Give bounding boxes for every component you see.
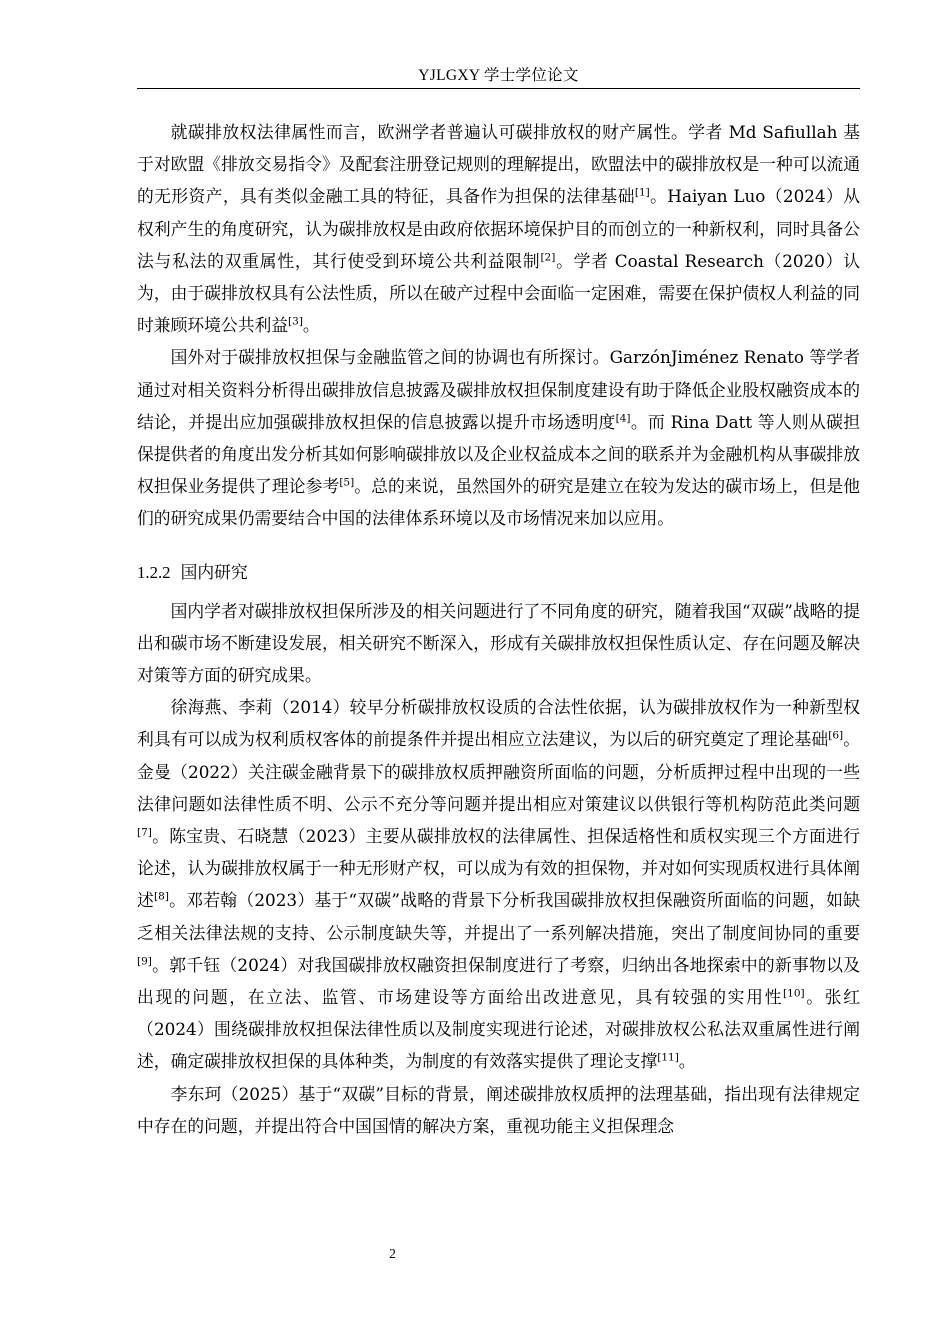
text-run: 。总的来说，虽然国外的研究是建立在较为发达的碳市场上，但是他们的研究成果仍需要结合中国的法律体系环境以及市场情况来加以应用。 (137, 476, 860, 529)
foreign-research-paragraphs (137, 116, 860, 535)
text-run: 。金曼（2022）关注碳金融背景下的碳排放权质押融资所面临的问题，分析质押过程中出现的一些法律问题如法律性质不明、公示不充分等问题并提出相应对策建议以供银行等机构防范此类问题 (137, 729, 860, 814)
paragraph (137, 595, 860, 692)
text-run: 。学者 Coastal Research（2020）认为，由于碳排放权具有公法性质，所以在破产过程中会面临一定困难，需要在保护债权人利益的同时兼顾环境公共利益 (137, 250, 860, 336)
paragraph (137, 691, 860, 1077)
citation-marker: [2] (540, 251, 556, 264)
text-run: 。 (302, 315, 320, 336)
domestic-research-paragraphs (137, 595, 860, 1142)
text-run: 就碳排放权法律属性而言，欧洲学者普遍认可碳排放权的财产属性。学者 Md Safiullah 基于对欧盟《排放交易指令》及配套注册登记规则的理解提出，欧盟法中的碳排放权是一种可以流通的无形资产，具有类似金融工具的特征，具备作为担保的法律基础 (137, 122, 860, 207)
text-run: 。 (678, 1051, 696, 1072)
citation-marker: [6] (828, 729, 844, 742)
paragraph (137, 341, 860, 534)
citation-marker: [3] (288, 315, 303, 328)
citation-marker: [8] (154, 890, 169, 903)
text-run: 。郭千钰（2024）对我国碳排放权融资担保制度进行了考察，归纳出各地探索中的新事物以及出现的问题，在立法、监管、市场建设等方面给出改进意见，具有较强的实用性 (137, 954, 860, 1008)
text-run: 。Haiyan Luo（2024）从权利产生的角度研究，认为碳排放权是由政府依据环境保护目的而创立的一种新权利，同时具备公法与私法的双重属性，其行使受到环境公共利益限制 (137, 186, 860, 271)
section-number: 1.2.2 (137, 562, 171, 582)
section-title: 国内研究 (180, 562, 248, 582)
page-number: 2 (389, 1246, 396, 1261)
body-text (137, 116, 860, 1142)
text-run: 国内学者对碳排放权担保所涉及的相关问题进行了不同角度的研究，随着我国“双碳”战略的提出和碳市场不断建设发展，相关研究不断深入，形成有关碳排放权担保性质认定、存在问题及解决对策等方面的研究成果。 (137, 600, 860, 686)
header-rule (137, 88, 860, 89)
paragraph (137, 1078, 860, 1142)
paragraph (137, 116, 860, 341)
citation-marker: [9] (137, 955, 152, 968)
section-heading (137, 557, 860, 589)
citation-marker: [1] (634, 186, 650, 199)
text-run: 。张红（2024）围绕碳排放权担保法律性质以及制度实现进行论述，对碳排放权公私法双重属性进行阐述，确定碳排放权担保的具体种类，为制度的有效落实提供了理论支撑 (137, 987, 860, 1072)
text-run: 李东珂（2025）基于“双碳”目标的背景，阐述碳排放权质押的法理基础，指出现有法律规定中存在的问题，并提出符合中国国情的解决方案，重视功能主义担保理念 (137, 1083, 860, 1136)
text-run: 。邓若翰（2023）基于“双碳”战略的背景下分析我国碳排放权担保融资所面临的问题，如缺乏相关法律法规的支持、公示制度缺失等，并提出了一系列解决措施，突出了制度间协同的重要 (137, 890, 860, 943)
text-run: 。陈宝贵、石晓慧（2023）主要从碳排放权的法律属性、担保适格性和质权实现三个方面进行论述，认为碳排放权属于一种无形财产权，可以成为有效的担保物，并对如何实现质权进行具体阐述 (137, 826, 860, 911)
citation-marker: [7] (137, 826, 152, 839)
text-run: 国外对于碳排放权担保与金融监管之间的协调也有所探讨。GarzónJiménez Renato 等学者通过对相关资料分析得出碳排放信息披露及碳排放权担保制度建设有助于降低企业股权融资成本的结论，并提出应加强碳排放权担保的信息披露以提升市场透明度 (137, 347, 860, 432)
citation-marker: [11] (657, 1051, 679, 1064)
running-header: YJLGXY 学士学位论文 (418, 67, 579, 84)
citation-marker: [5] (339, 476, 355, 489)
text-run: 。而 Rina Datt 等人则从碳担保提供者的角度出发分析其如何影响碳排放以及企业权益成本之间的联系并为金融机构从事碳排放权担保业务提供了理论参考 (137, 411, 860, 497)
text-run: 徐海燕、李莉（2014）较早分析碳排放权设质的合法性依据，认为碳排放权作为一种新型权利具有可以成为权利质权客体的前提条件并提出相应立法建议，为以后的研究奠定了理论基础 (137, 697, 860, 750)
citation-marker: [10] (783, 987, 805, 1000)
citation-marker: [4] (615, 412, 631, 425)
